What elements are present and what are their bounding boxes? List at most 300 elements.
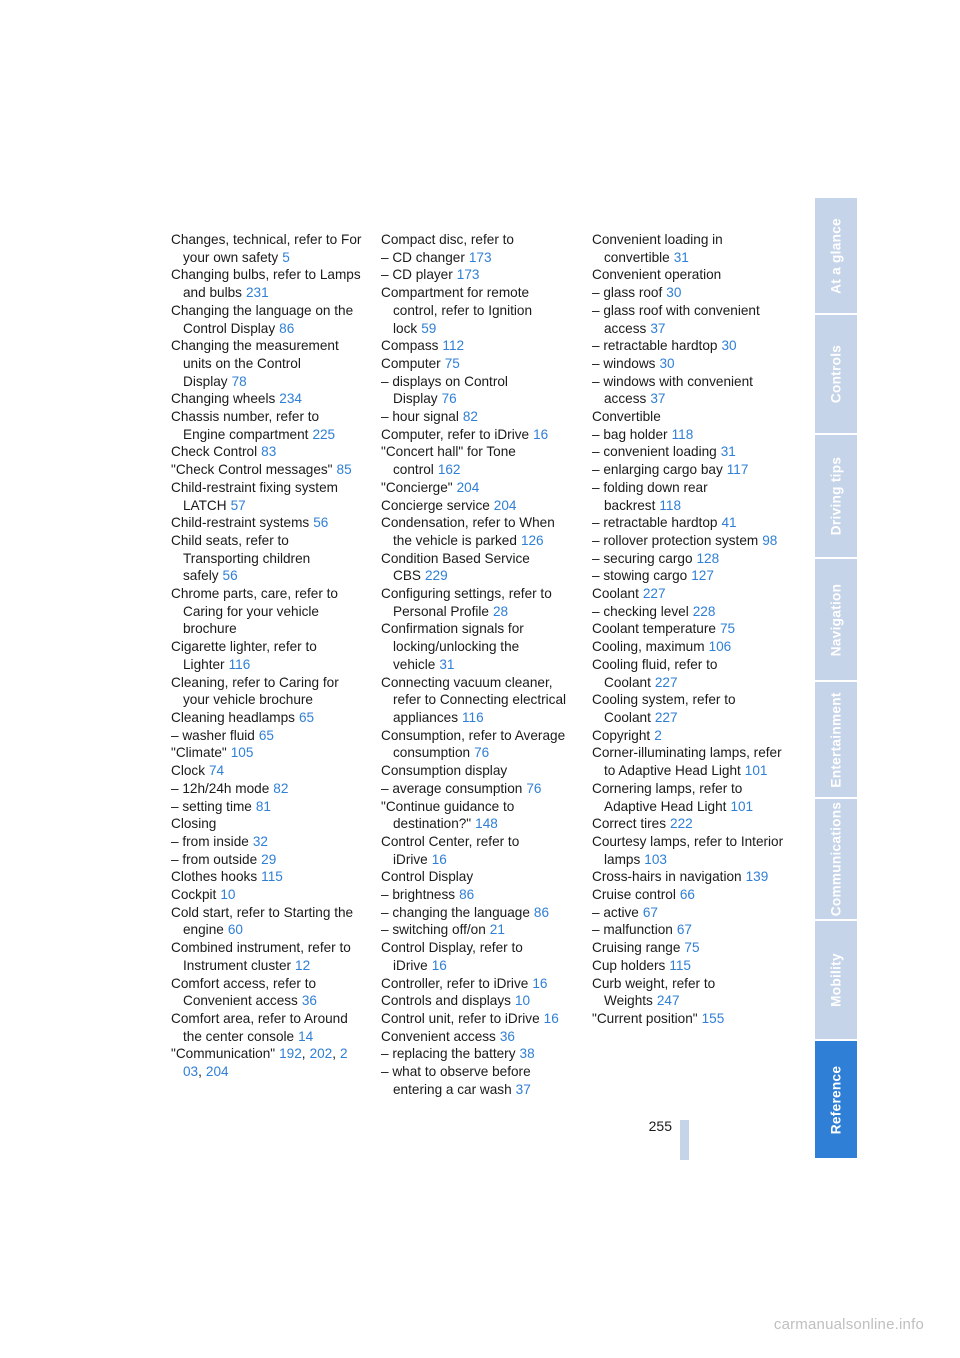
page-link[interactable]: 41 [721,515,737,531]
index-entry [171,833,363,851]
index-entry [592,868,788,886]
index-entry [381,798,573,833]
index-entry [381,373,573,408]
index-entry [592,479,788,514]
index-entry [592,1010,788,1028]
page-link[interactable]: 10 [514,993,531,1009]
page-link[interactable]: 60 [227,922,243,938]
index-term: Control Display, refer to iDrive [381,940,523,973]
page-link[interactable]: 118 [671,426,694,442]
page-link[interactable]: 21 [489,922,505,938]
page-separator: , [198,1064,202,1080]
index-entry [171,514,363,532]
index-term: Cleaning, refer to Caring for your vehicle brochure [171,674,339,708]
index-term: Configuring settings, refer to Personal Profile [381,586,552,619]
index-entry [381,355,573,373]
index-entry [171,815,363,833]
page-link[interactable]: 16 [532,975,548,991]
index-term: Confirmation signals for locking/unlocking the vehicle [381,621,524,672]
index-term: "Communication" [171,1046,276,1062]
index-entry [171,780,363,798]
page-link[interactable]: 115 [669,957,691,973]
tab-reference[interactable] [815,1041,857,1160]
index-term: – setting time [171,798,252,814]
index-term: Combined instrument, refer to Instrument cluster [171,940,351,973]
index-entry [171,1010,363,1045]
index-term: Computer, refer to iDrive [381,426,530,442]
page-link[interactable]: 75 [684,940,700,956]
tab-driving-tips[interactable] [815,435,857,559]
page-link[interactable]: 82 [462,409,478,425]
page-link[interactable]: 86 [533,904,550,920]
page-link[interactable]: 83 [261,444,277,460]
index-term: Comfort area, refer to Around the center console [171,1010,348,1044]
index-entry [171,532,363,585]
page-link[interactable]: 227 [654,674,678,690]
index-term: – retractable hardtop [592,515,718,531]
index-entry [592,815,788,833]
index-term: Clothes hooks [171,869,258,885]
tab-label: Reference [828,1065,844,1134]
index-term: – average consumption [381,780,523,796]
index-term: Cruise control [592,887,676,903]
index-entry [381,408,573,426]
index-term: Computer [381,355,441,371]
page-link[interactable]: 76 [526,780,542,796]
page-link[interactable]: 234 [279,391,302,407]
tab-label: Navigation [828,583,844,656]
page-link[interactable]: 173 [468,249,492,265]
index-entry [171,408,363,443]
index-entry [592,744,788,779]
page-link[interactable]: 106 [708,639,732,655]
index-term: Corner-illuminating lamps, refer to Adaptive Head Light [592,745,782,779]
index-term: Cleaning headlamps [171,709,295,725]
index-entry [592,921,788,939]
index-term: – securing cargo [592,550,693,566]
index-entry [171,762,363,780]
index-column-1 [171,231,363,1081]
index-term: – brightness [381,887,456,903]
page-link[interactable]: 82 [273,780,289,796]
page-link[interactable]: 227 [654,709,678,725]
index-term: – enlarging cargo bay [592,462,723,478]
page-link[interactable]: 118 [659,497,682,513]
index-term: – glass roof with convenient access [592,302,760,336]
page-link[interactable]: 76 [441,391,457,407]
page-link[interactable]: 2 [654,727,662,743]
index-term: Child-restraint fixing system LATCH [171,479,338,513]
page-link[interactable]: 86 [459,887,475,903]
page-link[interactable]: 192 [279,1046,302,1062]
index-term: Concierge service [381,497,490,513]
index-entry [171,851,363,869]
page-link[interactable]: 31 [673,249,689,265]
index-term: – 12h/24h mode [171,780,270,796]
page-link[interactable]: 202 [309,1046,333,1062]
index-term: – displays on Control Display [381,373,508,407]
index-entry [381,780,573,798]
index-entry [381,620,573,673]
index-entry [592,567,788,585]
page-link[interactable]: 228 [692,603,716,619]
index-term: Convertible [592,409,661,425]
index-entry [381,886,573,904]
index-entry [171,798,363,816]
index-entry [592,266,788,284]
index-entry [171,638,363,673]
index-entry [592,443,788,461]
index-term: – malfunction [592,922,673,938]
tab-navigation[interactable] [815,559,857,682]
index-term: Coolant temperature [592,621,716,637]
page-link[interactable]: 98 [762,532,778,548]
index-term: Cockpit [171,887,217,903]
page-link[interactable]: 85 [336,462,352,478]
index-entry [381,443,573,478]
index-entry [171,886,363,904]
page-link[interactable]: 31 [720,444,736,460]
index-entry [171,744,363,762]
page-link[interactable]: 155 [701,1010,725,1026]
index-term: Control Display [381,869,474,885]
index-term: Clock [171,763,205,779]
tab-mobility[interactable] [815,921,857,1041]
page-link[interactable]: 229 [424,568,448,584]
index-term: Control unit, refer to iDrive [381,1010,540,1026]
page-link[interactable]: 173 [456,267,480,283]
index-entry [381,550,573,585]
index-entry [381,1045,573,1063]
page-number: 255 [648,1118,672,1134]
page-link[interactable]: 14 [298,1028,314,1044]
page-link[interactable]: 5 [282,249,290,265]
index-term: Compass [381,338,439,354]
index-entry [592,355,788,373]
index-entry [592,514,788,532]
tab-controls[interactable] [815,315,857,435]
index-entry [592,833,788,868]
index-term: Coolant [592,586,639,602]
index-entry [171,868,363,886]
index-term: Changing wheels [171,391,276,407]
index-entry [171,443,363,461]
index-entry [381,231,573,249]
page-link[interactable]: 117 [726,462,749,478]
tab-label: Controls [828,344,844,404]
page-link[interactable]: 67 [676,922,692,938]
index-entry [592,780,788,815]
page-link[interactable]: 37 [650,391,666,407]
index-term: – from inside [171,833,249,849]
page-number-bar [680,1120,689,1160]
index-term: – glass roof [592,285,663,301]
tab-label: Driving tips [828,456,844,536]
index-term: – windows with convenient access [592,373,753,407]
index-entry [381,249,573,267]
index-term: Cold start, refer to Starting the engine [171,904,354,938]
index-term: Changing bulbs, refer to Lamps and bulbs [171,267,361,301]
page-separator: , [332,1046,337,1062]
index-term: – retractable hardtop [592,338,718,354]
page-link[interactable]: 16 [431,957,447,973]
page-link[interactable]: 116 [228,656,251,672]
index-term: Changing the measurement units on the Control Display [171,338,339,389]
page-link[interactable]: 247 [656,993,680,1009]
index-entry [171,479,363,514]
page-link[interactable]: 16 [543,1010,559,1026]
index-entry [381,868,573,886]
index-entry [381,992,573,1010]
index-term: Cruising range [592,940,681,956]
page-link[interactable]: 103 [644,851,667,867]
page-link[interactable]: 225 [312,426,336,442]
index-term: Cooling system, refer to Coolant [592,692,736,725]
tab-label: Entertainment [828,691,844,788]
page-link[interactable]: 112 [442,338,465,354]
index-term: "Climate" [171,745,227,761]
section-tabs [815,198,857,1160]
page-link[interactable]: 10 [220,887,236,903]
page-link[interactable]: 101 [730,798,754,814]
page-link[interactable]: 75 [719,621,736,637]
page-link[interactable]: 36 [499,1028,515,1044]
index-term: – what to observe before entering a car wash [381,1064,531,1097]
index-term: Chassis number, refer to Engine compartment [171,409,320,442]
page-link[interactable]: 86 [279,320,295,336]
index-entry [171,975,363,1010]
page-link[interactable]: 59 [421,320,437,336]
page-link[interactable]: 101 [744,763,768,779]
index-entry [592,550,788,568]
index-term: Condensation, refer to When the vehicle is parked [381,515,555,548]
page-link[interactable]: 75 [444,355,460,371]
index-entry [381,674,573,727]
page-link[interactable]: 37 [515,1081,531,1097]
page-link[interactable]: 105 [230,745,254,761]
index-entry [592,620,788,638]
index-entry [171,231,363,266]
index-entry [592,886,788,904]
index-term: Consumption, refer to Average consumption [381,727,566,761]
index-term: Compartment for remote control, refer to Ignition lock [381,285,533,336]
index-term: – washer fluid [171,727,255,743]
index-entry [171,266,363,301]
index-entry [592,408,788,426]
index-term: Condition Based Service CBS [381,550,530,584]
index-term: – checking level [592,603,689,619]
index-term: Check Control [171,444,258,460]
page-link[interactable]: 74 [209,763,225,779]
page-link[interactable]: 38 [519,1046,535,1062]
page-link[interactable]: 37 [650,320,666,336]
index-term: – convenient loading [592,444,717,460]
index-term: Courtesy lamps, refer to Interior lamps [592,833,784,867]
page-link[interactable]: 16 [431,851,447,867]
index-entry [381,975,573,993]
page-link[interactable]: 30 [659,355,675,371]
index-term: – active [592,904,639,920]
index-entry [592,939,788,957]
tab-label: At a glance [828,217,844,294]
page-link[interactable]: 31 [439,656,455,672]
index-term: Consumption display [381,763,508,779]
page-link[interactable]: 12 [295,957,311,973]
index-entry [592,337,788,355]
index-term: Child seats, refer to Transporting children safely [171,532,311,584]
index-entry [381,337,573,355]
index-entry [381,904,573,922]
index-term: "Continue guidance to destination?" [381,798,515,832]
index-term: Convenient access [381,1028,496,1044]
index-entry [592,957,788,975]
index-entry [381,1028,573,1046]
page-link[interactable]: 30 [721,338,737,354]
index-term: Cooling fluid, refer to Coolant [592,656,718,690]
index-term: – CD player [381,267,453,283]
index-term: – stowing cargo [592,568,688,584]
index-term: Controls and displays [381,993,511,1009]
index-term: – bag holder [592,426,668,442]
page-link[interactable]: 116 [462,709,484,725]
page-separator: , [301,1046,306,1062]
index-entry [171,674,363,709]
tab-label: Communications [828,801,844,917]
index-entry [171,727,363,745]
index-term: "Check Control messages" [171,462,333,478]
index-entry [592,284,788,302]
page-link[interactable]: 222 [670,816,693,832]
index-entry [171,1045,363,1080]
index-entry [381,426,573,444]
index-entry [381,1010,573,1028]
page-link[interactable]: 56 [313,515,329,531]
index-term: Closing [171,816,217,832]
index-entry [592,426,788,444]
index-entry [592,975,788,1010]
page-link[interactable]: 128 [696,550,720,566]
index-term: Curb weight, refer to Weights [592,975,716,1009]
index-term: – replacing the battery [381,1046,516,1062]
index-term: Compact disc, refer to [381,232,514,247]
index-entry [171,337,363,390]
page-link[interactable]: 127 [691,568,714,584]
index-entry [381,284,573,337]
page-link[interactable]: 81 [255,798,271,814]
index-entry [592,302,788,337]
index-term: "Current position" [592,1010,698,1026]
index-term: – windows [592,355,656,371]
page-link[interactable]: 126 [520,532,544,548]
index-entry [592,727,788,745]
page-link[interactable]: 29 [261,851,277,867]
index-term: – changing the language [381,904,530,920]
tab-label: Mobility [828,953,844,1007]
page-link[interactable]: 66 [679,887,695,903]
index-entry [381,727,573,762]
index-column-2 [381,231,573,1098]
page-link[interactable]: 2​03 [183,1046,348,1080]
page-link[interactable]: 139 [745,869,769,885]
index-term: Convenient operation [592,267,722,283]
index-term: Copyright [592,727,651,743]
index-entry [592,532,788,550]
tab-at-a-glance[interactable] [815,198,857,315]
index-term: Connecting vacuum cleaner, refer to Connecting electrical appliances [381,674,567,725]
index-entry [381,585,573,620]
index-term: Convenient loading in convertible [592,232,723,265]
page-link[interactable]: 231 [245,285,269,301]
index-entry [592,904,788,922]
index-term: – rollover protection system [592,532,759,548]
page-link[interactable]: 28 [492,603,509,619]
index-term: Control Center, refer to iDrive [381,833,520,867]
index-entry [592,638,788,656]
page-link[interactable]: 65 [258,727,274,743]
index-entry [381,939,573,974]
index-term: – CD changer [381,249,465,265]
index-entry [592,231,788,266]
index-entry [171,709,363,727]
page-link[interactable]: 148 [475,816,498,832]
index-term: – hour signal [381,409,459,425]
index-entry [171,390,363,408]
page-link[interactable]: 30 [666,285,682,301]
index-term: "Concert hall" for Tone control [381,444,516,478]
index-term: Chrome parts, care, refer to Caring for your vehicle brochure [171,586,338,637]
index-term: Changes, technical, refer to For your own safety [171,232,362,265]
index-entry [381,514,573,549]
index-entry [381,497,573,515]
index-entry [381,921,573,939]
index-entry [592,656,788,691]
page-link[interactable]: 65 [298,709,315,725]
tab-entertainment[interactable] [815,682,857,799]
page-link[interactable]: 32 [252,833,268,849]
page-link[interactable]: 204 [205,1064,229,1080]
index-entry [381,833,573,868]
index-term: – switching off/on [381,922,486,938]
index-entry [381,266,573,284]
page-link[interactable]: 76 [474,745,490,761]
page-link[interactable]: 204 [456,479,480,495]
index-term: Cup holders [592,957,666,973]
page-link[interactable]: 67 [642,904,658,920]
index-entry [592,373,788,408]
page-link[interactable]: 204 [493,497,517,513]
page-link[interactable]: 56 [222,568,238,584]
index-term: Controller, refer to iDrive [381,975,529,991]
page-link[interactable]: 16 [533,426,549,442]
index-term: Child-restraint systems [171,515,310,531]
index-term: – from outside [171,851,258,867]
page-link[interactable]: 57 [230,497,246,513]
index-entry [171,939,363,974]
index-entry [171,585,363,638]
page-link[interactable]: 227 [642,586,666,602]
index-entry [381,1063,573,1098]
index-term: Cornering lamps, refer to Adaptive Head Light [592,780,743,814]
index-term: Cigarette lighter, refer to Lighter [171,639,317,672]
index-entry [171,904,363,939]
index-column-3 [592,231,788,1028]
page-link[interactable]: 115 [261,869,283,885]
page-link[interactable]: 162 [437,462,461,478]
index-entry [171,302,363,337]
tab-communications[interactable] [815,799,857,921]
page-link[interactable]: 78 [231,373,247,389]
page-link[interactable]: 36 [301,993,317,1009]
